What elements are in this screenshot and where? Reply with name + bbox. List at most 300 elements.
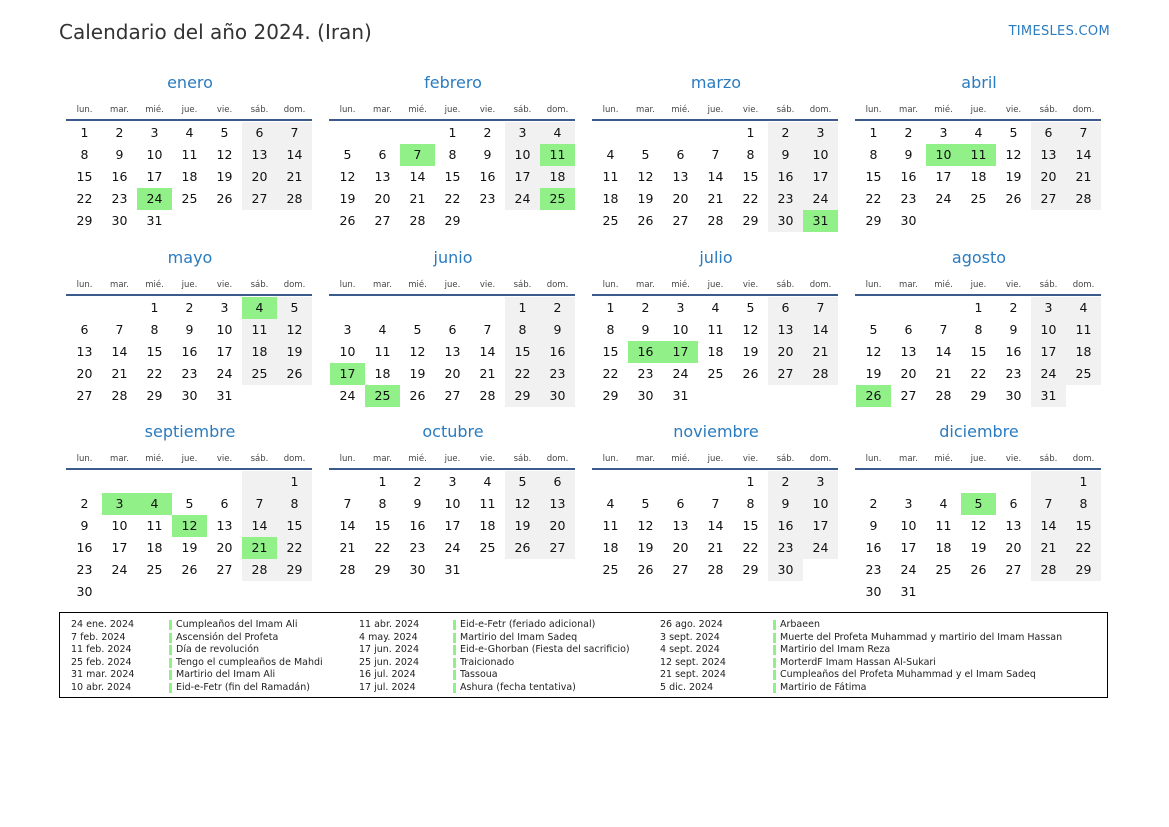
day-cell[interactable]: 19 [181,540,198,555]
day-cell[interactable]: 11 [479,496,496,511]
day-cell[interactable]: 16 [111,169,128,184]
day-cell[interactable]: 3 [904,496,913,511]
day-cell[interactable]: 7 [1031,493,1066,515]
day-cell[interactable]: 23 [768,188,803,210]
day-cell[interactable]: 14 [935,344,952,359]
day-cell[interactable]: 10 [803,493,838,515]
day-cell[interactable]: 29 [602,388,619,403]
day-cell[interactable]: 12 [970,518,987,533]
day-cell[interactable]: 24 [900,562,917,577]
holiday-day-cell[interactable]: 25 [540,188,575,210]
day-cell[interactable]: 10 [900,518,917,533]
day-cell[interactable]: 2 [641,300,650,315]
day-cell[interactable]: 26 [637,562,654,577]
day-cell[interactable]: 29 [76,213,93,228]
day-cell[interactable]: 9 [768,144,803,166]
day-cell[interactable]: 28 [1066,188,1101,210]
day-cell[interactable]: 1 [448,125,457,140]
day-cell[interactable]: 23 [409,540,426,555]
day-cell[interactable]: 14 [242,515,277,537]
day-cell[interactable]: 27 [768,363,803,385]
day-cell[interactable]: 21 [277,166,312,188]
day-cell[interactable]: 17 [146,169,163,184]
day-cell[interactable]: 29 [742,213,759,228]
day-cell[interactable]: 28 [479,388,496,403]
day-cell[interactable]: 11 [146,518,163,533]
day-cell[interactable]: 18 [181,169,198,184]
day-cell[interactable]: 16 [479,169,496,184]
day-cell[interactable]: 3 [1031,297,1066,319]
day-cell[interactable]: 25 [1066,363,1101,385]
day-cell[interactable]: 14 [479,344,496,359]
day-cell[interactable]: 6 [80,322,89,337]
day-cell[interactable]: 24 [444,540,461,555]
day-cell[interactable]: 1 [378,474,387,489]
day-cell[interactable]: 6 [1009,496,1018,511]
day-cell[interactable]: 30 [768,210,803,232]
day-cell[interactable]: 20 [672,540,689,555]
day-cell[interactable]: 25 [935,562,952,577]
day-cell[interactable]: 25 [602,562,619,577]
day-cell[interactable]: 10 [505,144,540,166]
day-cell[interactable]: 15 [146,344,163,359]
day-cell[interactable]: 26 [339,213,356,228]
day-cell[interactable]: 16 [181,344,198,359]
site-link[interactable]: TIMESLES.COM [1008,24,1110,39]
day-cell[interactable]: 15 [444,169,461,184]
day-cell[interactable]: 15 [742,169,759,184]
day-cell[interactable]: 19 [409,366,426,381]
day-cell[interactable]: 18 [970,169,987,184]
day-cell[interactable]: 14 [339,518,356,533]
day-cell[interactable]: 1 [746,474,755,489]
day-cell[interactable]: 2 [1009,300,1018,315]
day-cell[interactable]: 27 [540,537,575,559]
day-cell[interactable]: 7 [803,297,838,319]
day-cell[interactable]: 8 [1066,493,1101,515]
holiday-day-cell[interactable]: 26 [856,385,891,407]
day-cell[interactable]: 25 [181,191,198,206]
day-cell[interactable]: 26 [1005,191,1022,206]
day-cell[interactable]: 16 [409,518,426,533]
day-cell[interactable]: 7 [343,496,352,511]
day-cell[interactable]: 6 [378,147,387,162]
day-cell[interactable]: 24 [672,366,689,381]
day-cell[interactable]: 3 [939,125,948,140]
day-cell[interactable]: 29 [505,385,540,407]
day-cell[interactable]: 5 [1009,125,1018,140]
day-cell[interactable]: 6 [676,147,685,162]
day-cell[interactable]: 13 [768,319,803,341]
holiday-day-cell[interactable]: 25 [365,385,400,407]
day-cell[interactable]: 24 [935,191,952,206]
day-cell[interactable]: 16 [1005,344,1022,359]
day-cell[interactable]: 8 [746,496,755,511]
day-cell[interactable]: 28 [803,363,838,385]
day-cell[interactable]: 13 [374,169,391,184]
day-cell[interactable]: 10 [803,144,838,166]
day-cell[interactable]: 4 [378,322,387,337]
day-cell[interactable]: 10 [1031,319,1066,341]
day-cell[interactable]: 30 [1005,388,1022,403]
day-cell[interactable]: 20 [216,540,233,555]
day-cell[interactable]: 3 [676,300,685,315]
day-cell[interactable]: 15 [374,518,391,533]
day-cell[interactable]: 21 [707,191,724,206]
day-cell[interactable]: 23 [76,562,93,577]
day-cell[interactable]: 26 [277,363,312,385]
day-cell[interactable]: 20 [1005,540,1022,555]
day-cell[interactable]: 13 [900,344,917,359]
day-cell[interactable]: 15 [76,169,93,184]
day-cell[interactable]: 22 [374,540,391,555]
day-cell[interactable]: 27 [374,213,391,228]
holiday-day-cell[interactable]: 10 [926,144,961,166]
day-cell[interactable]: 12 [742,322,759,337]
day-cell[interactable]: 1 [1066,471,1101,493]
day-cell[interactable]: 19 [865,366,882,381]
day-cell[interactable]: 27 [76,388,93,403]
day-cell[interactable]: 12 [409,344,426,359]
day-cell[interactable]: 2 [115,125,124,140]
day-cell[interactable]: 28 [111,388,128,403]
day-cell[interactable]: 29 [146,388,163,403]
day-cell[interactable]: 31 [216,388,233,403]
day-cell[interactable]: 28 [935,388,952,403]
day-cell[interactable]: 27 [672,213,689,228]
day-cell[interactable]: 8 [606,322,615,337]
day-cell[interactable]: 1 [974,300,983,315]
day-cell[interactable]: 2 [540,297,575,319]
day-cell[interactable]: 29 [444,213,461,228]
day-cell[interactable]: 19 [970,540,987,555]
day-cell[interactable]: 18 [242,341,277,363]
day-cell[interactable]: 18 [602,540,619,555]
day-cell[interactable]: 9 [115,147,124,162]
day-cell[interactable]: 16 [540,341,575,363]
day-cell[interactable]: 9 [1009,322,1018,337]
day-cell[interactable]: 19 [637,191,654,206]
day-cell[interactable]: 7 [277,122,312,144]
day-cell[interactable]: 29 [970,388,987,403]
day-cell[interactable]: 2 [768,471,803,493]
day-cell[interactable]: 13 [1031,144,1066,166]
day-cell[interactable]: 23 [865,562,882,577]
day-cell[interactable]: 5 [220,125,229,140]
day-cell[interactable]: 12 [216,147,233,162]
day-cell[interactable]: 15 [1066,515,1101,537]
day-cell[interactable]: 29 [277,559,312,581]
day-cell[interactable]: 22 [742,540,759,555]
day-cell[interactable]: 4 [1066,297,1101,319]
day-cell[interactable]: 4 [540,122,575,144]
day-cell[interactable]: 1 [150,300,159,315]
day-cell[interactable]: 27 [672,562,689,577]
day-cell[interactable]: 20 [242,166,277,188]
day-cell[interactable]: 2 [869,496,878,511]
day-cell[interactable]: 20 [768,341,803,363]
day-cell[interactable]: 21 [409,191,426,206]
day-cell[interactable]: 5 [185,496,194,511]
day-cell[interactable]: 18 [935,540,952,555]
day-cell[interactable]: 26 [505,537,540,559]
day-cell[interactable]: 4 [483,474,492,489]
day-cell[interactable]: 16 [76,540,93,555]
day-cell[interactable]: 15 [602,344,619,359]
day-cell[interactable]: 20 [76,366,93,381]
day-cell[interactable]: 9 [80,518,89,533]
day-cell[interactable]: 24 [803,537,838,559]
holiday-day-cell[interactable]: 7 [400,144,435,166]
day-cell[interactable]: 20 [672,191,689,206]
day-cell[interactable]: 13 [540,493,575,515]
day-cell[interactable]: 7 [711,496,720,511]
day-cell[interactable]: 31 [1031,385,1066,407]
day-cell[interactable]: 16 [900,169,917,184]
day-cell[interactable]: 24 [339,388,356,403]
day-cell[interactable]: 22 [602,366,619,381]
day-cell[interactable]: 31 [146,213,163,228]
day-cell[interactable]: 18 [479,518,496,533]
day-cell[interactable]: 21 [935,366,952,381]
day-cell[interactable]: 6 [242,122,277,144]
day-cell[interactable]: 3 [505,122,540,144]
day-cell[interactable]: 5 [641,147,650,162]
day-cell[interactable]: 9 [540,319,575,341]
day-cell[interactable]: 10 [444,496,461,511]
day-cell[interactable]: 15 [505,341,540,363]
day-cell[interactable]: 1 [606,300,615,315]
day-cell[interactable]: 26 [742,366,759,381]
day-cell[interactable]: 18 [1066,341,1101,363]
day-cell[interactable]: 30 [900,213,917,228]
day-cell[interactable]: 22 [970,366,987,381]
day-cell[interactable]: 10 [216,322,233,337]
day-cell[interactable]: 6 [676,496,685,511]
holiday-day-cell[interactable]: 24 [137,188,172,210]
day-cell[interactable]: 10 [339,344,356,359]
day-cell[interactable]: 17 [935,169,952,184]
day-cell[interactable]: 7 [1066,122,1101,144]
day-cell[interactable]: 3 [150,125,159,140]
day-cell[interactable]: 12 [505,493,540,515]
day-cell[interactable]: 9 [413,496,422,511]
day-cell[interactable]: 18 [374,366,391,381]
holiday-day-cell[interactable]: 3 [102,493,137,515]
day-cell[interactable]: 9 [904,147,913,162]
day-cell[interactable]: 4 [974,125,983,140]
day-cell[interactable]: 8 [746,147,755,162]
day-cell[interactable]: 30 [865,584,882,599]
day-cell[interactable]: 27 [1031,188,1066,210]
day-cell[interactable]: 7 [483,322,492,337]
day-cell[interactable]: 22 [742,191,759,206]
day-cell[interactable]: 14 [111,344,128,359]
day-cell[interactable]: 28 [707,562,724,577]
day-cell[interactable]: 13 [76,344,93,359]
day-cell[interactable]: 21 [479,366,496,381]
holiday-day-cell[interactable]: 31 [803,210,838,232]
day-cell[interactable]: 23 [637,366,654,381]
day-cell[interactable]: 30 [111,213,128,228]
day-cell[interactable]: 24 [1031,363,1066,385]
day-cell[interactable]: 5 [505,471,540,493]
day-cell[interactable]: 13 [672,518,689,533]
holiday-day-cell[interactable]: 11 [961,144,996,166]
day-cell[interactable]: 15 [277,515,312,537]
day-cell[interactable]: 14 [1066,144,1101,166]
day-cell[interactable]: 23 [768,537,803,559]
day-cell[interactable]: 26 [970,562,987,577]
day-cell[interactable]: 13 [242,144,277,166]
day-cell[interactable]: 11 [374,344,391,359]
day-cell[interactable]: 13 [672,169,689,184]
day-cell[interactable]: 4 [711,300,720,315]
day-cell[interactable]: 10 [672,322,689,337]
day-cell[interactable]: 8 [378,496,387,511]
day-cell[interactable]: 7 [711,147,720,162]
day-cell[interactable]: 17 [444,518,461,533]
day-cell[interactable]: 28 [409,213,426,228]
day-cell[interactable]: 2 [483,125,492,140]
day-cell[interactable]: 28 [277,188,312,210]
day-cell[interactable]: 4 [939,496,948,511]
day-cell[interactable]: 11 [242,319,277,341]
day-cell[interactable]: 4 [606,147,615,162]
day-cell[interactable]: 10 [111,518,128,533]
day-cell[interactable]: 1 [869,125,878,140]
day-cell[interactable]: 27 [242,188,277,210]
day-cell[interactable]: 6 [220,496,229,511]
day-cell[interactable]: 19 [742,344,759,359]
day-cell[interactable]: 7 [115,322,124,337]
day-cell[interactable]: 12 [637,169,654,184]
day-cell[interactable]: 27 [900,388,917,403]
day-cell[interactable]: 20 [540,515,575,537]
day-cell[interactable]: 25 [602,213,619,228]
day-cell[interactable]: 1 [505,297,540,319]
day-cell[interactable]: 26 [216,191,233,206]
day-cell[interactable]: 22 [444,191,461,206]
day-cell[interactable]: 26 [637,213,654,228]
day-cell[interactable]: 30 [768,559,803,581]
day-cell[interactable]: 3 [343,322,352,337]
day-cell[interactable]: 23 [181,366,198,381]
day-cell[interactable]: 3 [220,300,229,315]
day-cell[interactable]: 5 [343,147,352,162]
day-cell[interactable]: 27 [444,388,461,403]
day-cell[interactable]: 22 [76,191,93,206]
day-cell[interactable]: 25 [242,363,277,385]
day-cell[interactable]: 4 [185,125,194,140]
day-cell[interactable]: 20 [444,366,461,381]
day-cell[interactable]: 1 [80,125,89,140]
day-cell[interactable]: 8 [150,322,159,337]
day-cell[interactable]: 25 [970,191,987,206]
day-cell[interactable]: 17 [803,515,838,537]
day-cell[interactable]: 12 [865,344,882,359]
day-cell[interactable]: 12 [637,518,654,533]
holiday-day-cell[interactable]: 21 [242,537,277,559]
day-cell[interactable]: 19 [277,341,312,363]
day-cell[interactable]: 23 [479,191,496,206]
day-cell[interactable]: 29 [1066,559,1101,581]
day-cell[interactable]: 5 [277,297,312,319]
holiday-day-cell[interactable]: 16 [628,341,663,363]
holiday-day-cell[interactable]: 17 [330,363,365,385]
day-cell[interactable]: 29 [374,562,391,577]
day-cell[interactable]: 22 [1066,537,1101,559]
day-cell[interactable]: 7 [242,493,277,515]
day-cell[interactable]: 15 [742,518,759,533]
day-cell[interactable]: 9 [641,322,650,337]
day-cell[interactable]: 3 [803,122,838,144]
day-cell[interactable]: 16 [768,515,803,537]
day-cell[interactable]: 8 [80,147,89,162]
day-cell[interactable]: 13 [216,518,233,533]
day-cell[interactable]: 14 [707,518,724,533]
day-cell[interactable]: 15 [865,169,882,184]
day-cell[interactable]: 10 [146,147,163,162]
day-cell[interactable]: 9 [869,518,878,533]
day-cell[interactable]: 6 [904,322,913,337]
day-cell[interactable]: 24 [505,188,540,210]
day-cell[interactable]: 5 [746,300,755,315]
day-cell[interactable]: 26 [409,388,426,403]
day-cell[interactable]: 19 [216,169,233,184]
day-cell[interactable]: 21 [339,540,356,555]
day-cell[interactable]: 19 [1005,169,1022,184]
day-cell[interactable]: 21 [1066,166,1101,188]
day-cell[interactable]: 7 [939,322,948,337]
day-cell[interactable]: 19 [637,540,654,555]
day-cell[interactable]: 18 [707,344,724,359]
day-cell[interactable]: 30 [540,385,575,407]
day-cell[interactable]: 5 [869,322,878,337]
day-cell[interactable]: 2 [80,496,89,511]
day-cell[interactable]: 20 [374,191,391,206]
day-cell[interactable]: 26 [181,562,198,577]
day-cell[interactable]: 17 [900,540,917,555]
day-cell[interactable]: 19 [339,191,356,206]
day-cell[interactable]: 6 [448,322,457,337]
day-cell[interactable]: 13 [444,344,461,359]
day-cell[interactable]: 21 [707,540,724,555]
holiday-day-cell[interactable]: 4 [137,493,172,515]
day-cell[interactable]: 14 [1031,515,1066,537]
day-cell[interactable]: 25 [479,540,496,555]
day-cell[interactable]: 6 [768,297,803,319]
day-cell[interactable]: 15 [970,344,987,359]
day-cell[interactable]: 28 [339,562,356,577]
day-cell[interactable]: 17 [803,166,838,188]
day-cell[interactable]: 14 [277,144,312,166]
day-cell[interactable]: 28 [1031,559,1066,581]
day-cell[interactable]: 24 [111,562,128,577]
day-cell[interactable]: 21 [803,341,838,363]
day-cell[interactable]: 29 [865,213,882,228]
day-cell[interactable]: 11 [1066,319,1101,341]
day-cell[interactable]: 3 [448,474,457,489]
day-cell[interactable]: 20 [900,366,917,381]
day-cell[interactable]: 29 [742,562,759,577]
day-cell[interactable]: 21 [111,366,128,381]
day-cell[interactable]: 27 [1005,562,1022,577]
day-cell[interactable]: 8 [974,322,983,337]
day-cell[interactable]: 17 [111,540,128,555]
day-cell[interactable]: 9 [185,322,194,337]
holiday-day-cell[interactable]: 17 [663,341,698,363]
